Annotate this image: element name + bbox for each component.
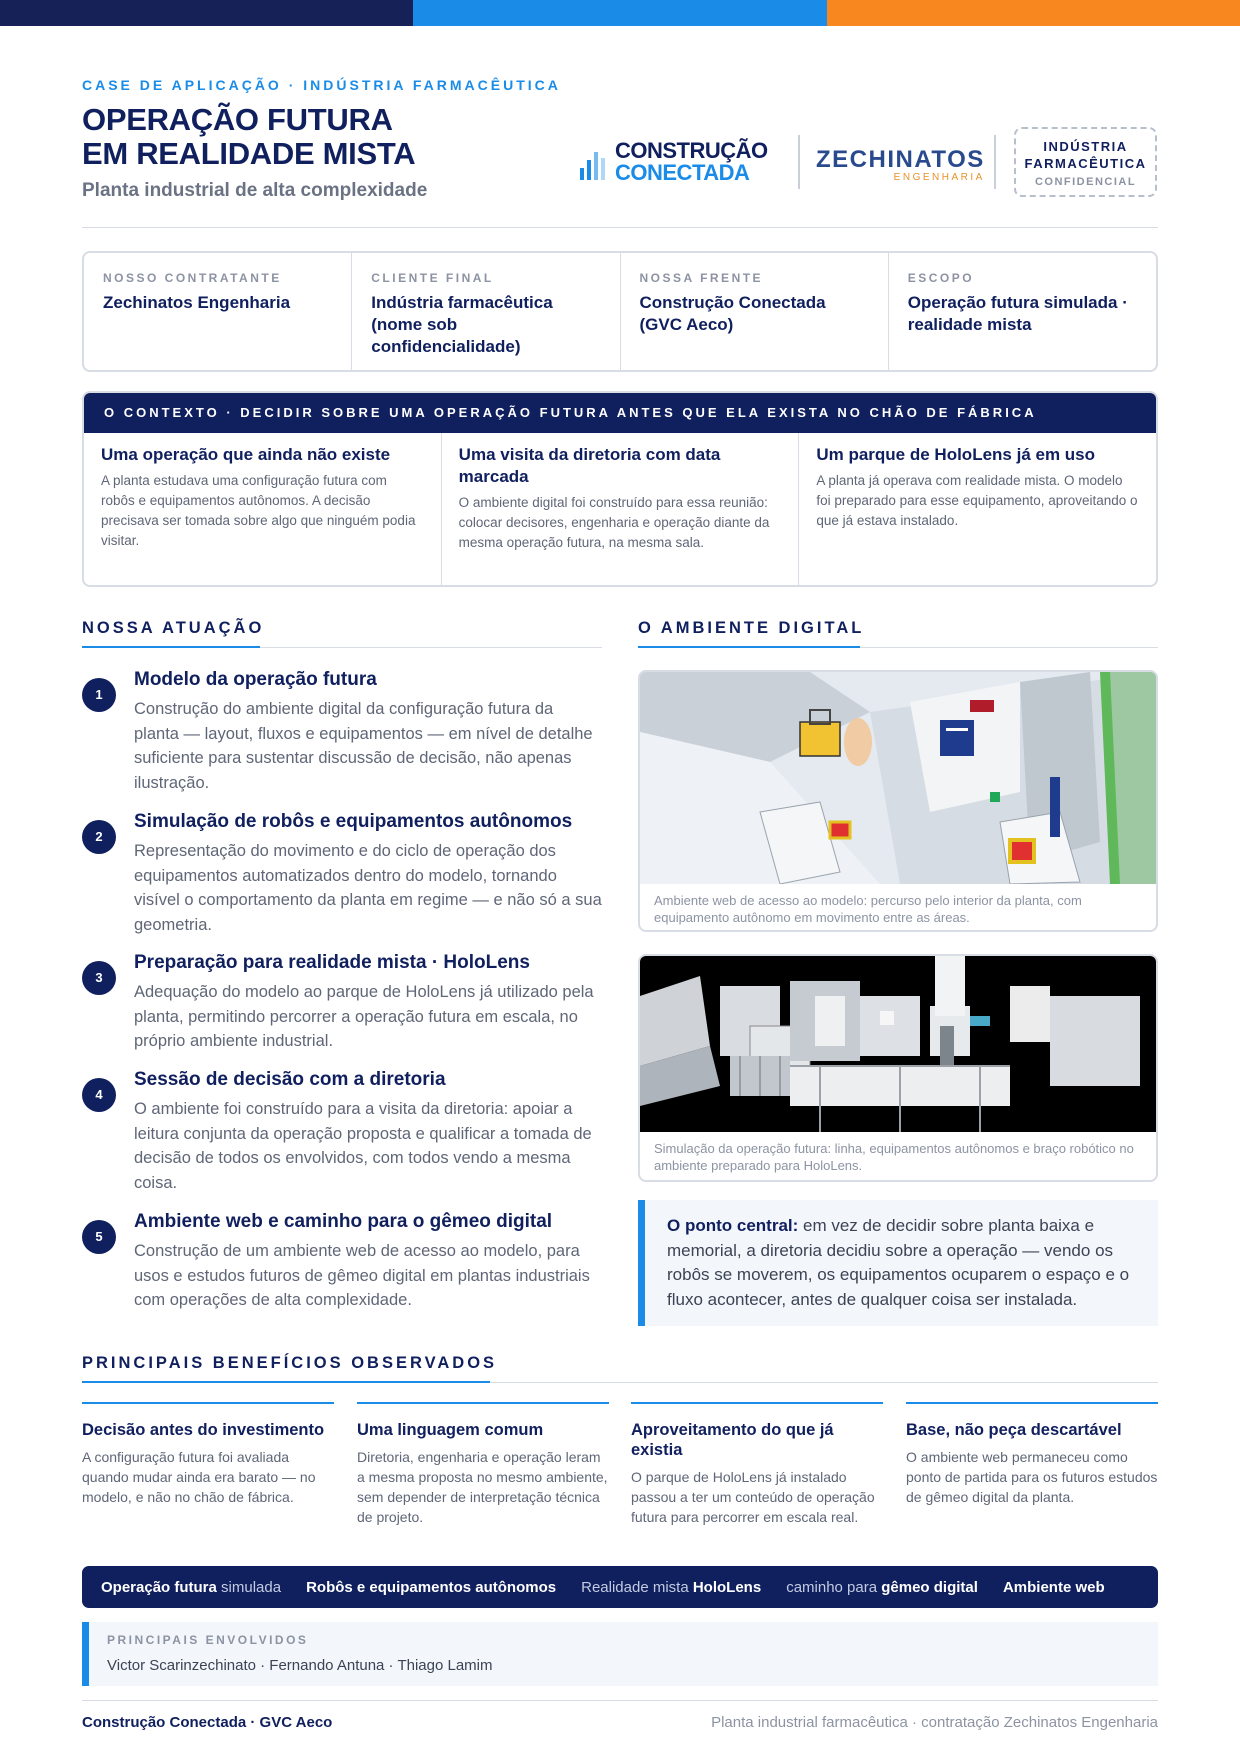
step-title: Sessão de decisão com a diretoria	[134, 1069, 446, 1090]
step-number: 2	[82, 820, 116, 854]
logo-divider	[994, 135, 996, 189]
figure-caption: Ambiente web de acesso ao modelo: percurso pelo interior da planta, com equipamento autônomo em movimento entre as áreas.	[654, 893, 1082, 925]
info-value: Zechinatos Engenharia	[103, 293, 291, 312]
context-column	[84, 433, 442, 587]
title-line-1: OPERAÇÃO FUTURA	[82, 102, 393, 137]
info-cell	[889, 253, 1156, 370]
section-underline	[638, 646, 860, 648]
confidential-badge	[1014, 127, 1157, 197]
step-text: Adequação do modelo ao parque de HoloLens já utilizado pela planta, permitindo percorrer a operação futura em escala, no próprio ambiente industrial.	[134, 983, 594, 1050]
eyebrow: CASE DE APLICAÇÃO · INDÚSTRIA FARMACÊUTICA	[82, 77, 561, 93]
section-title-atuacao: NOSSA ATUAÇÃO	[82, 619, 265, 637]
benefit-title: Base, não peça descartável	[906, 1421, 1122, 1439]
benefit-card	[906, 1402, 1158, 1507]
people-box	[82, 1622, 1158, 1686]
keyword-tag: Ambiente web	[1002, 1578, 1105, 1596]
context-box	[82, 391, 1158, 587]
step-3	[82, 951, 602, 1054]
logo-cc-line1: CONSTRUÇÃO	[615, 138, 768, 163]
figure-caption: Simulação da operação futura: linha, equipamentos autônomos e braço robótico no ambiente preparado para HoloLens.	[654, 1141, 1134, 1173]
central-lead: O ponto central:	[667, 1216, 799, 1235]
operation-simulation-render	[640, 956, 1156, 1132]
people-names: Victor Scarinzechinato · Fernando Antuna · Thiago Lamim	[107, 1657, 493, 1674]
context-text: O ambiente digital foi construído para essa reunião: colocar decisores, engenharia e operação diante da mesma operação futura, na mesma sala.	[458, 495, 770, 550]
keyword-tag: Robôs e equipamentos autônomos	[306, 1578, 557, 1596]
step-title: Simulação de robôs e equipamentos autônomos	[134, 811, 573, 832]
context-column	[799, 433, 1156, 587]
central-text: em vez de decidir sobre planta baixa e memorial, a diretoria decidiu sobre a operação — vendo os robôs se moverem, os equipamentos ocuparem o espaço e o fluxo acontecer, antes de qualquer coisa ser instalada.	[667, 1216, 1130, 1309]
info-cell	[621, 253, 889, 370]
badge-line2: FARMACÊUTICA	[1024, 156, 1147, 171]
section-underline	[82, 1381, 490, 1383]
step-number: 3	[82, 961, 116, 995]
section-underline	[82, 646, 260, 648]
badge-line1: INDÚSTRIA	[1043, 139, 1128, 154]
bars-icon	[580, 144, 605, 180]
top-bar-orange	[827, 0, 1240, 26]
info-value: Construção Conectada (GVC Aeco)	[639, 293, 826, 334]
info-cell	[352, 253, 620, 370]
project-info	[82, 251, 1158, 372]
keyword-bar	[82, 1566, 1158, 1608]
top-color-bar	[0, 0, 1240, 26]
step-text: Construção de um ambiente web de acesso ao modelo, para usos e estudos futuros de gêmeo digital em plantas industriais com operações de alta complexidade.	[134, 1242, 590, 1309]
plant-interior-render	[640, 672, 1156, 884]
benefit-text: O parque de HoloLens já instalado passou a ter um conteúdo de operação futura para percorrer em escala real.	[631, 1469, 875, 1525]
top-bar-navy	[0, 0, 413, 26]
footer-divider	[82, 1700, 1158, 1701]
top-bar-blue	[413, 0, 826, 26]
figure-web-environment	[638, 670, 1158, 932]
logo-z-name: ZECHINATOS	[816, 146, 985, 173]
step-title: Ambiente web e caminho para o gêmeo digital	[134, 1211, 553, 1232]
keyword-tag: caminho para gêmeo digital	[786, 1578, 978, 1596]
context-column	[442, 433, 800, 587]
context-text: A planta já operava com realidade mista. O modelo foi preparado para esse equipamento, aproveitando o que já estava instalado.	[816, 473, 1138, 528]
info-value: Operação futura simulada · realidade mista	[907, 293, 1128, 334]
page-title	[82, 103, 415, 171]
benefit-title: Decisão antes do investimento	[82, 1421, 325, 1439]
footer-left: Construção Conectada · GVC Aeco	[82, 1714, 333, 1731]
benefit-card	[82, 1402, 334, 1507]
central-point-callout	[638, 1200, 1158, 1326]
page-subtitle: Planta industrial de alta complexidade	[82, 180, 428, 201]
step-1	[82, 668, 602, 795]
logo-z-sub: ENGENHARIA	[893, 172, 985, 183]
step-4	[82, 1068, 602, 1195]
step-5	[82, 1210, 602, 1313]
context-title: Uma visita da diretoria com data marcada	[458, 445, 721, 486]
info-cell	[84, 253, 352, 370]
step-title: Preparação para realidade mista · HoloLens	[134, 952, 530, 973]
figure-simulation	[638, 954, 1158, 1182]
benefit-text: A configuração futura foi avaliada quando mudar ainda era barato — no modelo, e não no chão de fábrica.	[82, 1449, 316, 1505]
info-label: NOSSO CONTRATANTE	[103, 271, 282, 285]
badge-line3: CONFIDENCIAL	[1034, 176, 1137, 188]
context-title: Um parque de HoloLens já em uso	[816, 445, 1096, 464]
context-text: A planta estudava uma configuração futura com robôs e equipamentos autônomos. A decisão precisava ser tomada sobre algo que ninguém podia visitar.	[101, 473, 416, 548]
logo-cc-line2: CONECTADA	[615, 160, 750, 185]
zechinatos-logo	[816, 146, 985, 183]
step-text: Construção do ambiente digital da configuração futura da planta — layout, fluxos e equipamentos — em nível de detalhe suficiente para sustentar discussão de decisão, não apenas ilustração.	[134, 700, 593, 792]
header-divider	[82, 227, 1158, 228]
step-number: 4	[82, 1078, 116, 1112]
step-2	[82, 810, 602, 937]
info-label: ESCOPO	[907, 271, 975, 285]
step-title: Modelo da operação futura	[134, 669, 377, 690]
keyword-tag: Realidade mista HoloLens	[581, 1578, 762, 1596]
benefit-card	[631, 1402, 883, 1527]
section-title-ambiente: O AMBIENTE DIGITAL	[638, 619, 865, 637]
section-title-beneficios: PRINCIPAIS BENEFÍCIOS OBSERVADOS	[82, 1354, 498, 1372]
benefit-title: Aproveitamento do que já existia	[631, 1421, 834, 1459]
title-line-2: EM REALIDADE MISTA	[82, 136, 416, 171]
benefit-card	[357, 1402, 609, 1527]
keyword-tag: Operação futura simulada	[101, 1578, 282, 1596]
info-label: CLIENTE FINAL	[371, 271, 494, 285]
step-number: 1	[82, 678, 116, 712]
people-label: PRINCIPAIS ENVOLVIDOS	[107, 1633, 309, 1647]
info-label: NOSSA FRENTE	[639, 271, 764, 285]
benefit-title: Uma linguagem comum	[357, 1421, 544, 1439]
step-text: Representação do movimento e do ciclo de operação dos equipamentos automatizados dentro do modelo, tornando visível o comportamento da planta em regime — e não só a sua geometria.	[134, 842, 602, 934]
info-value: Indústria farmacêutica (nome sob confidencialidade)	[371, 293, 553, 356]
step-text: O ambiente foi construído para a visita da diretoria: apoiar a leitura conjunta da operação proposta e qualificar a tomada de decisão de todos os envolvidos, com todos vendo a mesma coisa.	[134, 1100, 592, 1192]
context-title: Uma operação que ainda não existe	[101, 445, 391, 464]
benefit-text: O ambiente web permaneceu como ponto de partida para os futuros estudos de gêmeo digital da planta.	[906, 1449, 1158, 1505]
benefit-text: Diretoria, engenharia e operação leram a mesma proposta no mesmo ambiente, sem depender de interpretação técnica de projeto.	[357, 1449, 608, 1525]
footer-right: Planta industrial farmacêutica · contratação Zechinatos Engenharia	[711, 1714, 1158, 1731]
logo-divider	[798, 135, 800, 189]
context-bar: O CONTEXTO · DECIDIR SOBRE UMA OPERAÇÃO FUTURA ANTES QUE ELA EXISTA NO CHÃO DE FÁBRICA	[84, 393, 1156, 433]
construcao-conectada-logo	[580, 140, 768, 184]
step-number: 5	[82, 1220, 116, 1254]
